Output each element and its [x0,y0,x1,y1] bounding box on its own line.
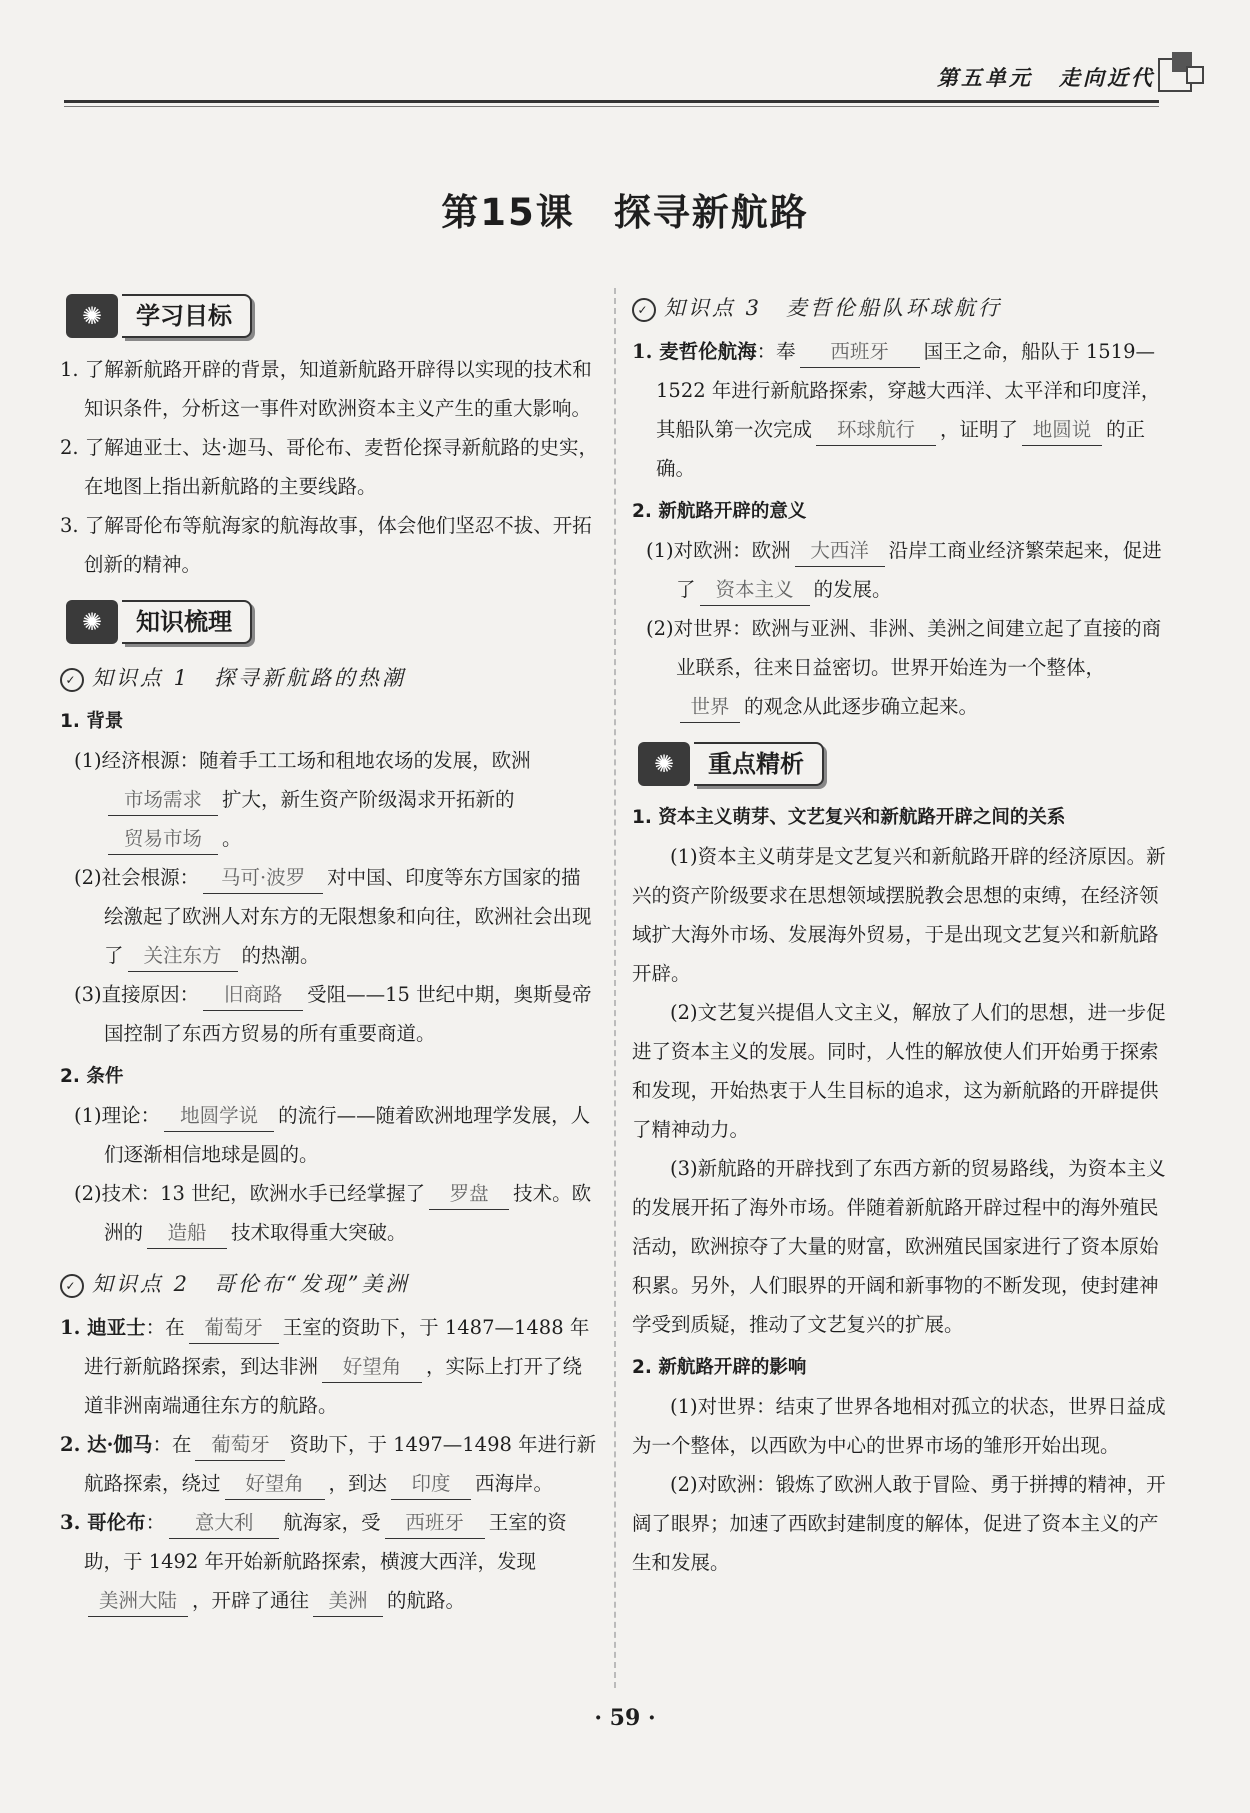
answer-blank: 葡萄牙 [189,1313,279,1344]
focus-banner-label: 重点精析 [694,742,824,786]
direct-cause: (3)直接原因： 旧商路 受阻——15 世纪中期，奥斯曼帝国控制了东西方贸易的所有重要商道。 [60,975,600,1053]
dias-entry: 1. 迪亚士：在 葡萄牙 王室的资助下，于 1487—1488 年进行新航路探索，到达非洲 好望角 ，实际上打开了绕道非洲南端通往东方的航路。 [60,1308,600,1425]
running-header [911,62,1155,92]
lightbulb-icon: ✺ [66,294,118,338]
left-column [60,288,600,1620]
answer-blank: 造船 [147,1218,227,1249]
answer-blank: 西班牙 [800,337,920,368]
goal-item: 2. 了解迪亚士、达·迦马、哥伦布、麦哲伦探寻新航路的史实，在地图上指出新航路的主要线路。 [60,436,599,498]
header-rule-thin [64,106,1159,107]
answer-blank: 世界 [680,692,740,723]
focus-paragraph: (2)对欧洲：锻炼了欧洲人敢于冒险、勇于拼搏的精神，开阔了眼界；加速了西欧封建制度的解体，促进了资本主义的产生和发展。 [632,1473,1166,1574]
answer-blank: 美洲大陆 [88,1586,188,1617]
significance-europe: (1)对欧洲：欧洲 大西洋 沿岸工商业经济繁荣起来，促进了 资本主义 的发展。 [632,531,1167,609]
review-banner [66,598,600,646]
right-column [632,288,1167,1582]
answer-blank: 地圆说 [1022,415,1102,446]
focus-banner [638,740,1167,788]
economic-root: (1)经济根源：随着手工工场和租地农场的发展，欧洲市场需求 扩大，新生资产阶级渴求开拓新的贸易市场 。 [60,741,600,858]
focus-paragraph: (2)文艺复兴提倡人文主义，解放了人们的思想，进一步促进了资本主义的发展。同时，人性的解放使人们开始勇于探索和发现，开始热衷于人生目标的追求，这为新航路的开辟提供了精神动力。 [632,1001,1166,1141]
check-circle-icon: ✓ [60,668,84,692]
answer-blank: 葡萄牙 [195,1430,285,1461]
focus-paragraph: (1)资本主义萌芽是文艺复兴和新航路开辟的经济原因。新兴的资产阶级要求在思想领域摆脱教会思想的束缚，在经济领域扩大海外市场、发展海外贸易，于是出现文艺复兴和新航路开辟。 [632,845,1166,985]
answer-blank: 好望角 [322,1352,422,1383]
answer-blank: 马可·波罗 [203,863,323,894]
review-banner-label: 知识梳理 [122,600,252,644]
goals-banner-label: 学习目标 [122,294,252,338]
answer-blank: 大西洋 [795,536,885,567]
check-circle-icon: ✓ [60,1274,84,1298]
answer-blank: 市场需求 [108,785,218,816]
answer-blank: 意大利 [169,1508,279,1539]
answer-blank: 资本主义 [700,575,810,606]
lightbulb-icon: ✺ [66,600,118,644]
significance-heading: 2. 新航路开辟的意义 [632,501,807,522]
social-root: (2)社会根源： 马可·波罗 对中国、印度等东方国家的描绘激起了欧洲人对东方的无限想象和向往，欧洲社会出现了 关注东方 的热潮。 [60,858,600,975]
answer-blank: 贸易市场 [108,824,218,855]
conditions-heading: 2. 条件 [60,1066,124,1087]
relation-heading: 1. 资本主义萌芽、文艺复兴和新航路开辟之间的关系 [632,807,1066,828]
goals-banner [66,292,600,340]
answer-blank: 旧商路 [203,980,303,1011]
columbus-entry: 3. 哥伦布： 意大利 航海家，受 西班牙 王室的资助，于 1492 年开始新航路探索，横渡大西洋，发现美洲大陆 ，开辟了通往 美洲 的航路。 [60,1503,600,1620]
lightbulb-icon: ✺ [638,742,690,786]
technology-condition: (2)技术：13 世纪，欧洲水手已经掌握了 罗盘 技术。欧洲的 造船 技术取得重大突破。 [60,1174,600,1252]
background-heading: 1. 背景 [60,711,124,732]
focus-paragraph: (1)对世界：结束了世界各地相对孤立的状态，世界日益成为一个整体，以西欧为中心的世界市场的雏形开始出现。 [632,1395,1166,1457]
theory-condition: (1)理论： 地圆学说 的流行——随着欧洲地理学发展，人们逐渐相信地球是圆的。 [60,1096,600,1174]
goal-item: 1. 了解新航路开辟的背景，知道新航路开辟得以实现的技术和知识条件，分析这一事件对欧洲资本主义产生的重大影响。 [60,358,592,420]
magellan-entry: 1. 麦哲伦航海：奉 西班牙 国王之命，船队于 1519—1522 年进行新航路探索，穿越大西洋、太平洋和印度洋，其船队第一次完成 环球航行 ，证明了 地圆说 的正确。 [632,332,1167,488]
answer-blank: 美洲 [313,1586,383,1617]
answer-blank: 罗盘 [429,1179,509,1210]
check-circle-icon: ✓ [632,298,656,322]
answer-blank: 西班牙 [385,1508,485,1539]
answer-blank: 印度 [391,1469,471,1500]
answer-blank: 环球航行 [816,415,936,446]
knowledge-point-3-title: ✓ 知识点 3 麦哲伦船队环球航行 [632,288,1167,328]
impact-heading: 2. 新航路开辟的影响 [632,1357,807,1378]
header-ornament-icon [1158,52,1200,94]
page-title: 第15课 探寻新航路 [441,191,809,234]
unit-label: 第五单元 [937,65,1033,90]
column-divider [614,288,616,1688]
header-rule [64,100,1159,103]
page-number: · 59 · [594,1705,656,1731]
answer-blank: 好望角 [225,1469,325,1500]
answer-blank: 地圆学说 [164,1101,274,1132]
goal-item: 3. 了解哥伦布等航海家的航海故事，体会他们坚忍不拔、开拓创新的精神。 [60,514,592,576]
focus-paragraph: (3)新航路的开辟找到了东西方新的贸易路线，为资本主义的发展开拓了海外市场。伴随着新航路开辟过程中的海外殖民活动，欧洲掠夺了大量的财富，欧洲殖民国家进行了资本原始积累。另外，人们眼界的开阔和新事物的不断发现，使封建神学受到质疑，推动了文艺复兴的扩展。 [632,1157,1166,1336]
knowledge-point-2-title: ✓ 知识点 2 哥伦布“发现”美洲 [60,1264,600,1304]
topic-label: 走向近代 [1059,65,1155,90]
significance-world: (2)对世界：欧洲与亚洲、非洲、美洲之间建立起了直接的商业联系，往来日益密切。世界开始连为一个整体，世界 的观念从此逐步确立起来。 [632,609,1167,726]
knowledge-point-1-title: ✓ 知识点 1 探寻新航路的热潮 [60,658,600,698]
da-gama-entry: 2. 达·伽马：在 葡萄牙 资助下，于 1497—1498 年进行新航路探索，绕过 好望角 ，到达 印度 西海岸。 [60,1425,600,1503]
answer-blank: 关注东方 [128,941,238,972]
